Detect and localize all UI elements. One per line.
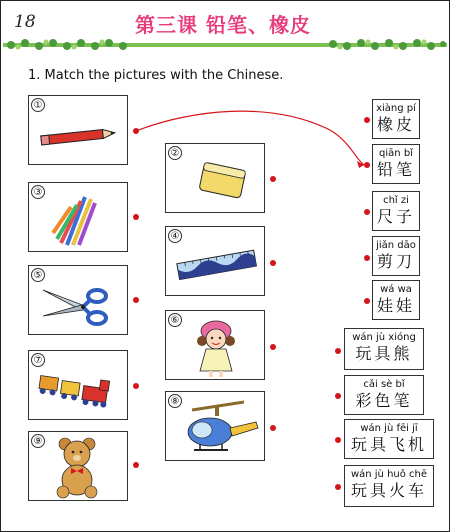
picture-number: ⑨ — [31, 434, 45, 448]
picture-number: ③ — [31, 185, 45, 199]
word-hanzi: 尺子 — [376, 207, 415, 226]
word-pinyin: wán jù huǒ chē — [350, 469, 428, 480]
lesson-title: 第三课 铅笔、橡皮 — [135, 13, 311, 37]
picture-number: ⑧ — [168, 394, 182, 408]
picture-number: ② — [168, 146, 182, 160]
picture-number: ⑥ — [168, 313, 182, 327]
word-hanzi: 玩具熊 — [355, 344, 413, 363]
word-pinyin: wán jù xióng — [352, 332, 416, 343]
word-hanzi: 玩具火车 — [350, 481, 427, 500]
picture-number: ⑦ — [31, 353, 45, 367]
picture-number: ④ — [168, 229, 182, 243]
word-pinyin: wán jù fēi jī — [360, 423, 418, 434]
word-pinyin: jiǎn dāo — [376, 240, 416, 251]
picture-number: ⑤ — [31, 268, 45, 282]
word-hanzi: 橡皮 — [376, 115, 415, 134]
word-hanzi: 铅笔 — [376, 160, 415, 179]
picture-number: ① — [31, 98, 45, 112]
instruction-text: 1. Match the pictures with the Chinese. — [28, 68, 284, 83]
word-hanzi: 娃娃 — [376, 296, 415, 315]
word-pinyin: cǎi sè bǐ — [363, 379, 405, 390]
word-hanzi: 彩色笔 — [355, 391, 413, 410]
word-pinyin: xiàng pí — [376, 103, 416, 114]
page-number: 18 — [14, 12, 36, 32]
word-pinyin: wá wa — [380, 284, 412, 295]
word-pinyin: qiān bǐ — [379, 148, 413, 159]
word-hanzi: 玩具飞机 — [350, 435, 427, 454]
word-hanzi: 剪刀 — [376, 252, 415, 271]
word-pinyin: chǐ zi — [383, 195, 409, 206]
